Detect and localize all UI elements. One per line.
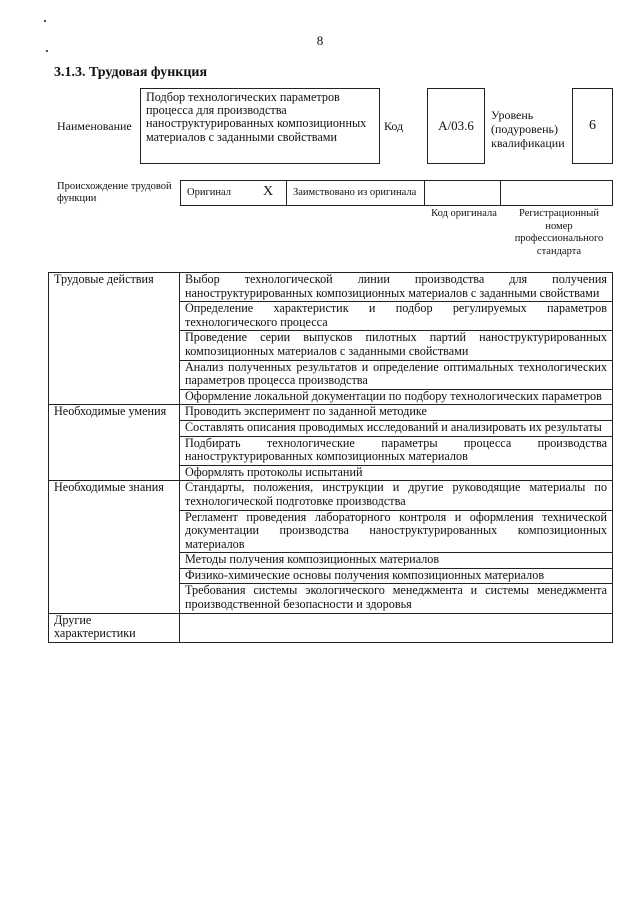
origin-row xyxy=(180,180,613,206)
level-label: Уровень (подуровень) квалификации xyxy=(491,108,565,150)
knowledge-item: Физико-химические основы получения композиционных материалов xyxy=(180,568,613,584)
name-value: Подбор технологических параметров процесса для производства наноструктурированных композиционных материалов с заданными свойствами xyxy=(140,88,380,164)
skill-item: Подбирать технологические параметры процесса производства наноструктурированных композиционных материалов xyxy=(180,436,613,465)
skill-item: Оформлять протоколы испытаний xyxy=(180,465,613,481)
page-number: 8 xyxy=(316,33,324,48)
table-row xyxy=(49,613,613,642)
name-label: Наименование xyxy=(57,119,132,133)
skill-item: Проводить эксперимент по заданной методике xyxy=(180,405,613,421)
knowledge-item: Требования системы экологического менеджмента и системы менеджмента производственной безопасности и здоровья xyxy=(180,584,613,613)
reg-number-label: Регистрационный номер профессионального стандарта xyxy=(514,208,604,257)
code-label: Код xyxy=(384,119,404,133)
labor-action-item: Проведение серии выпусков пилотных партий наноструктурированных композиционных материалов с заданными свойствами xyxy=(180,331,613,360)
knowledge-item: Регламент проведения лабораторного контроля и оформления технической документации производства наноструктурированных композиционных материалов xyxy=(180,510,613,553)
labor-action-item: Выбор технологической линии производства для получения наноструктурированных композиционных материалов с заданными свойствами xyxy=(180,273,613,302)
scan-speck xyxy=(44,20,46,22)
table-row xyxy=(49,481,613,510)
labor-function-table xyxy=(48,272,613,643)
labor-action-item: Анализ полученных результатов и определение оптимальных технологических параметров процесса производства xyxy=(180,360,613,389)
origin-label: Происхождение трудовой функции xyxy=(57,181,172,204)
level-value: 6 xyxy=(572,88,613,164)
knowledge-item: Методы получения композиционных материалов xyxy=(180,553,613,569)
labor-action-item: Определение характеристик и подбор регулируемых параметров технологического процесса xyxy=(180,302,613,331)
scan-speck xyxy=(46,50,48,52)
original-mark: X xyxy=(263,184,274,199)
code-value: А/03.6 xyxy=(427,88,485,164)
knowledge-item: Стандарты, положения, инструкции и другие руководящие материалы по технологической подготовке производства xyxy=(180,481,613,510)
code-original-label: Код оригинала xyxy=(431,208,497,219)
skill-item: Составлять описания проводимых исследований и анализировать их результаты xyxy=(180,420,613,436)
row-label-labor-actions: Трудовые действия xyxy=(49,273,180,405)
other-characteristics-value xyxy=(180,613,613,642)
section-title: 3.1.3. Трудовая функция xyxy=(54,65,208,80)
row-label-required-skills: Необходимые умения xyxy=(49,405,180,481)
table-row xyxy=(49,273,613,302)
original-label: Оригинал xyxy=(187,187,231,198)
borrowed-label: Заимствовано из оригинала xyxy=(293,187,417,198)
row-label-required-knowledge: Необходимые знания xyxy=(49,481,180,613)
table-row xyxy=(49,405,613,421)
row-label-other-characteristics: Другие характеристики xyxy=(49,613,180,642)
labor-action-item: Оформление локальной документации по подбору технологических параметров xyxy=(180,389,613,405)
